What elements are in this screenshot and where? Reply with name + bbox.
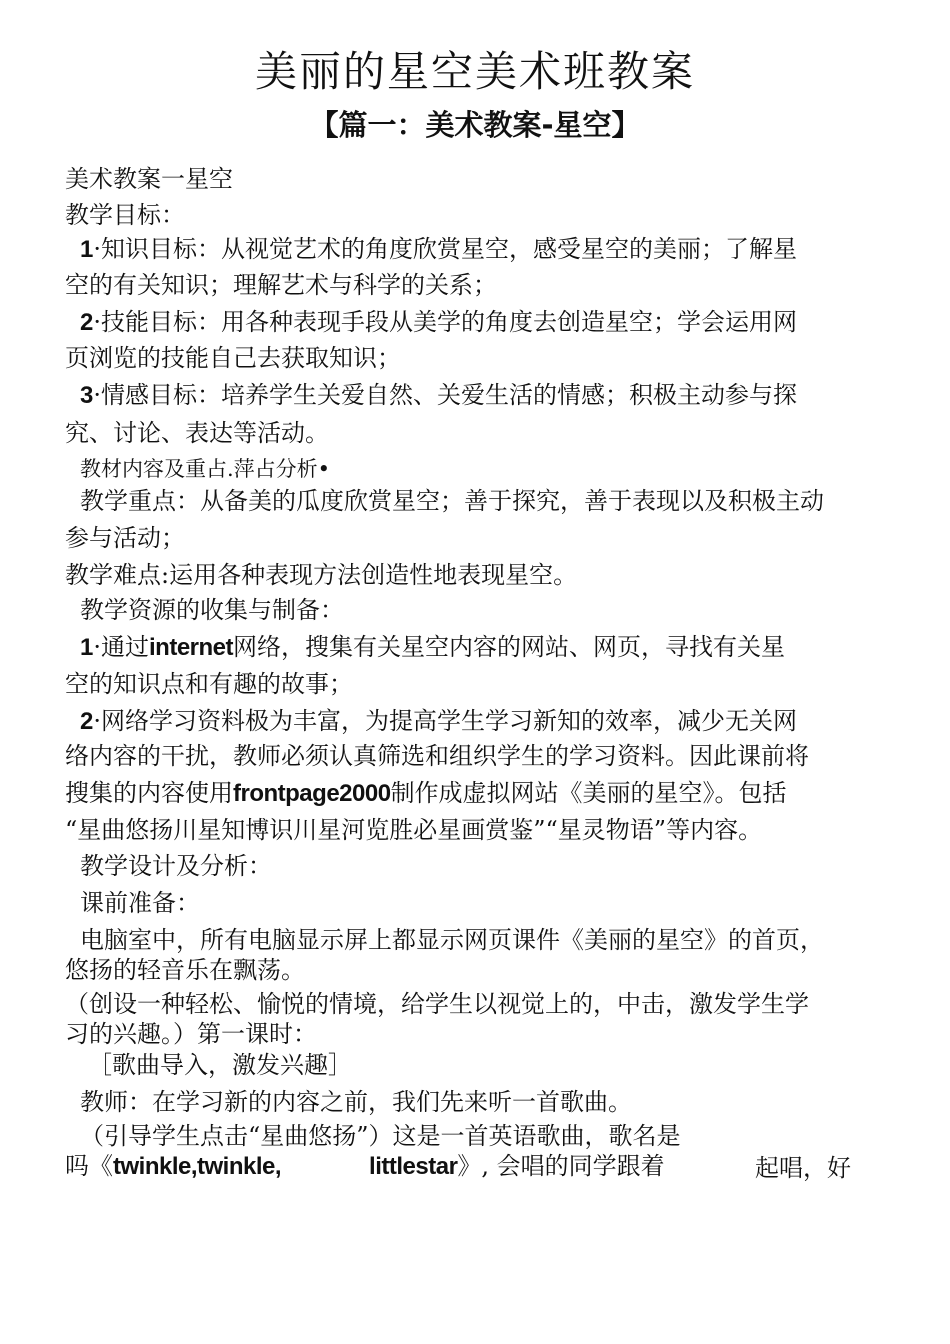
paragraph-line: （引导学生点击“星曲悠扬”）这是一首英语歌曲，歌名是 — [80, 1122, 681, 1150]
section-subtitle: 【篇一：美术教案-星空】 — [309, 108, 641, 142]
paragraph-line: 参与活动； — [65, 524, 185, 552]
paragraph-line: 悠扬的轻音乐在飘荡。 — [65, 956, 305, 984]
paragraph-line: 课前准备： — [80, 889, 200, 917]
paragraph-line: 教学目标： — [65, 201, 185, 229]
paragraph-line: （创设一种轻松、愉悦的情境，给学生以视觉上的，中击，激发学生学 — [65, 990, 809, 1018]
paragraph-line: 究、讨论、表达等活动。 — [65, 419, 329, 447]
paragraph-line: 电脑室中，所有电脑显示屏上都显示网页课件《美丽的星空》的首页， — [80, 926, 824, 954]
paragraph-line: 美术教案一星空 — [65, 165, 233, 193]
document-title: 美丽的星空美术班教案 — [254, 47, 695, 96]
paragraph-line: 吗《twinkle,twinkle, littlestar》, 会唱的同学跟着 — [65, 1152, 665, 1180]
paragraph-line: 教师：在学习新的内容之前，我们先来听一首歌曲。 — [80, 1088, 632, 1116]
paragraph-line: 络内容的干扰，教师必须认真筛选和组织学生的学习资料。因此课前将 — [65, 742, 809, 770]
paragraph-line: 页浏览的技能自己去获取知识； — [65, 344, 401, 372]
paragraph-line: 1·知识目标：从视觉艺术的角度欣赏星空，感受星空的美丽；了解星 — [80, 235, 797, 263]
paragraph-line: ［歌曲导入，激发兴趣］ — [88, 1051, 352, 1079]
paragraph-line: 习的兴趣。）第一课时： — [65, 1020, 317, 1048]
paragraph-line: 教学设计及分析： — [80, 852, 272, 880]
paragraph-line: 教学重点：从备美的瓜度欣赏星空；善于探究，善于表现以及积极主动 — [80, 487, 824, 515]
paragraph-line: 空的有关知识；理解艺术与科学的关系； — [65, 271, 497, 299]
paragraph-line: 起唱，好 — [755, 1154, 851, 1182]
paragraph-line: 搜集的内容使用frontpage2000制作成虚拟网站《美丽的星空》。包括 — [65, 779, 787, 807]
paragraph-line: 1·通过internet网络，搜集有关星空内容的网站、网页，寻找有关星 — [80, 633, 786, 661]
paragraph-line: 教材内容及重占.萍占分析• — [80, 457, 331, 481]
paragraph-line: 2·技能目标：用各种表现手段从美学的角度去创造星空；学会运用网 — [80, 308, 797, 336]
paragraph-line: 教学资源的收集与制备： — [80, 596, 344, 624]
paragraph-line: 教学难点:运用各种表现方法创造性地表现星空。 — [65, 561, 578, 589]
paragraph-line: 3·情感目标：培养学生关爱自然、关爱生活的情感；积极主动参与探 — [80, 381, 797, 409]
paragraph-line: 2·网络学习资料极为丰富，为提高学生学习新知的效率，减少无关网 — [80, 707, 797, 735]
paragraph-line: 空的知识点和有趣的故事； — [65, 670, 353, 698]
paragraph-line: “星曲悠扬川星知博识川星河览胜必星画赏鉴”“星灵物语”等内容。 — [65, 816, 763, 844]
